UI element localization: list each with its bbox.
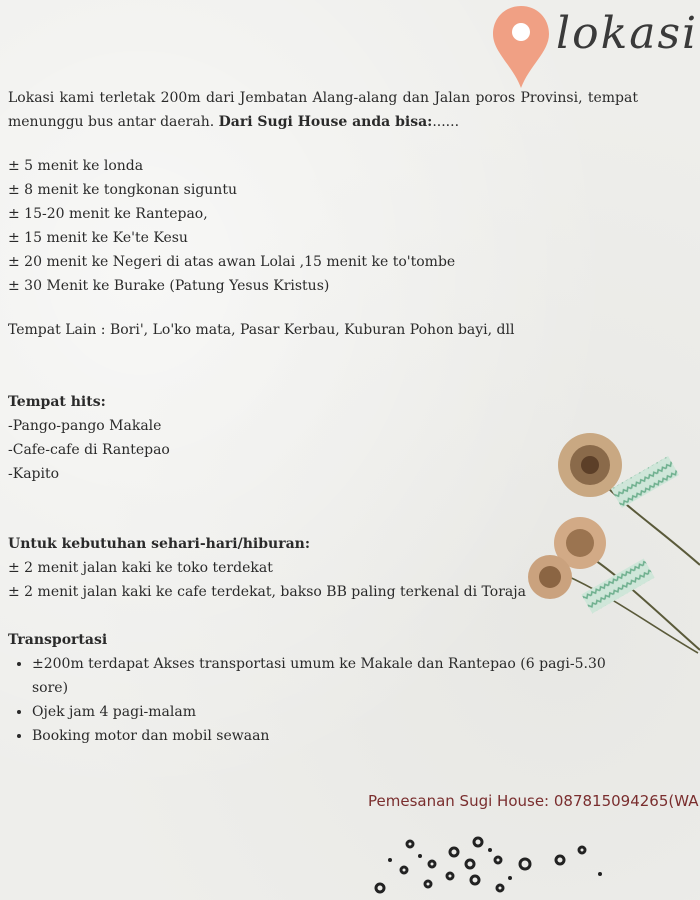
booking-contact: Pemesanan Sugi House: 087815094265(WA [368,792,699,810]
intro-suffix: ...... [432,114,460,130]
list-item: ± 5 menit ke londa [8,158,144,174]
distance-list [8,154,638,298]
flower-decoration-icon [520,425,700,665]
intro-text: Lokasi kami terletak 200m dari Jembatan Alang-alang dan Jalan poros Provinsi, tempat menunggu bus antar daerah. [8,90,638,130]
intro-paragraph [8,86,638,134]
transport-list [8,652,638,748]
intro-bold: Dari Sugi House anda bisa: [218,114,433,130]
list-item: • Booking motor dan mobil sewaan [32,724,638,748]
page-title: lokasi [556,8,699,59]
list-item: ± 2 menit jalan kaki ke toko terdekat [8,560,273,576]
list-item: ± 30 Menit ke Burake (Patung Yesus Kristus) [8,278,330,294]
transport-heading: Transportasi [8,632,108,648]
list-item: ± 8 menit ke tongkonan siguntu [8,182,237,198]
list-item: -Cafe-cafe di Rantepao [8,442,170,458]
list-item: ± 20 menit ke Negeri di atas awan Lolai ,15 menit ke to'tombe [8,254,456,270]
list-item: ± 2 menit jalan kaki ke cafe terdekat, bakso BB paling terkenal di Toraja [8,584,526,600]
needs-heading: Untuk kebutuhan sehari-hari/hiburan: [8,536,310,552]
dots-decoration-icon [360,830,620,900]
hits-heading: Tempat hits: [8,394,106,410]
other-places: Tempat Lain : Bori', Lo'ko mata, Pasar Kerbau, Kuburan Pohon bayi, dll [8,322,515,338]
location-pin-icon [491,4,551,90]
list-item: ± 15 menit ke Ke'te Kesu [8,230,188,246]
list-item: ± 15-20 menit ke Rantepao, [8,206,208,222]
list-item: -Pango-pango Makale [8,418,162,434]
list-item: -Kapito [8,466,60,482]
list-item: • ±200m terdapat Akses transportasi umum ke Makale dan Rantepao (6 pagi-5.30 sore) [32,652,638,700]
list-item: • Ojek jam 4 pagi-malam [32,700,638,724]
